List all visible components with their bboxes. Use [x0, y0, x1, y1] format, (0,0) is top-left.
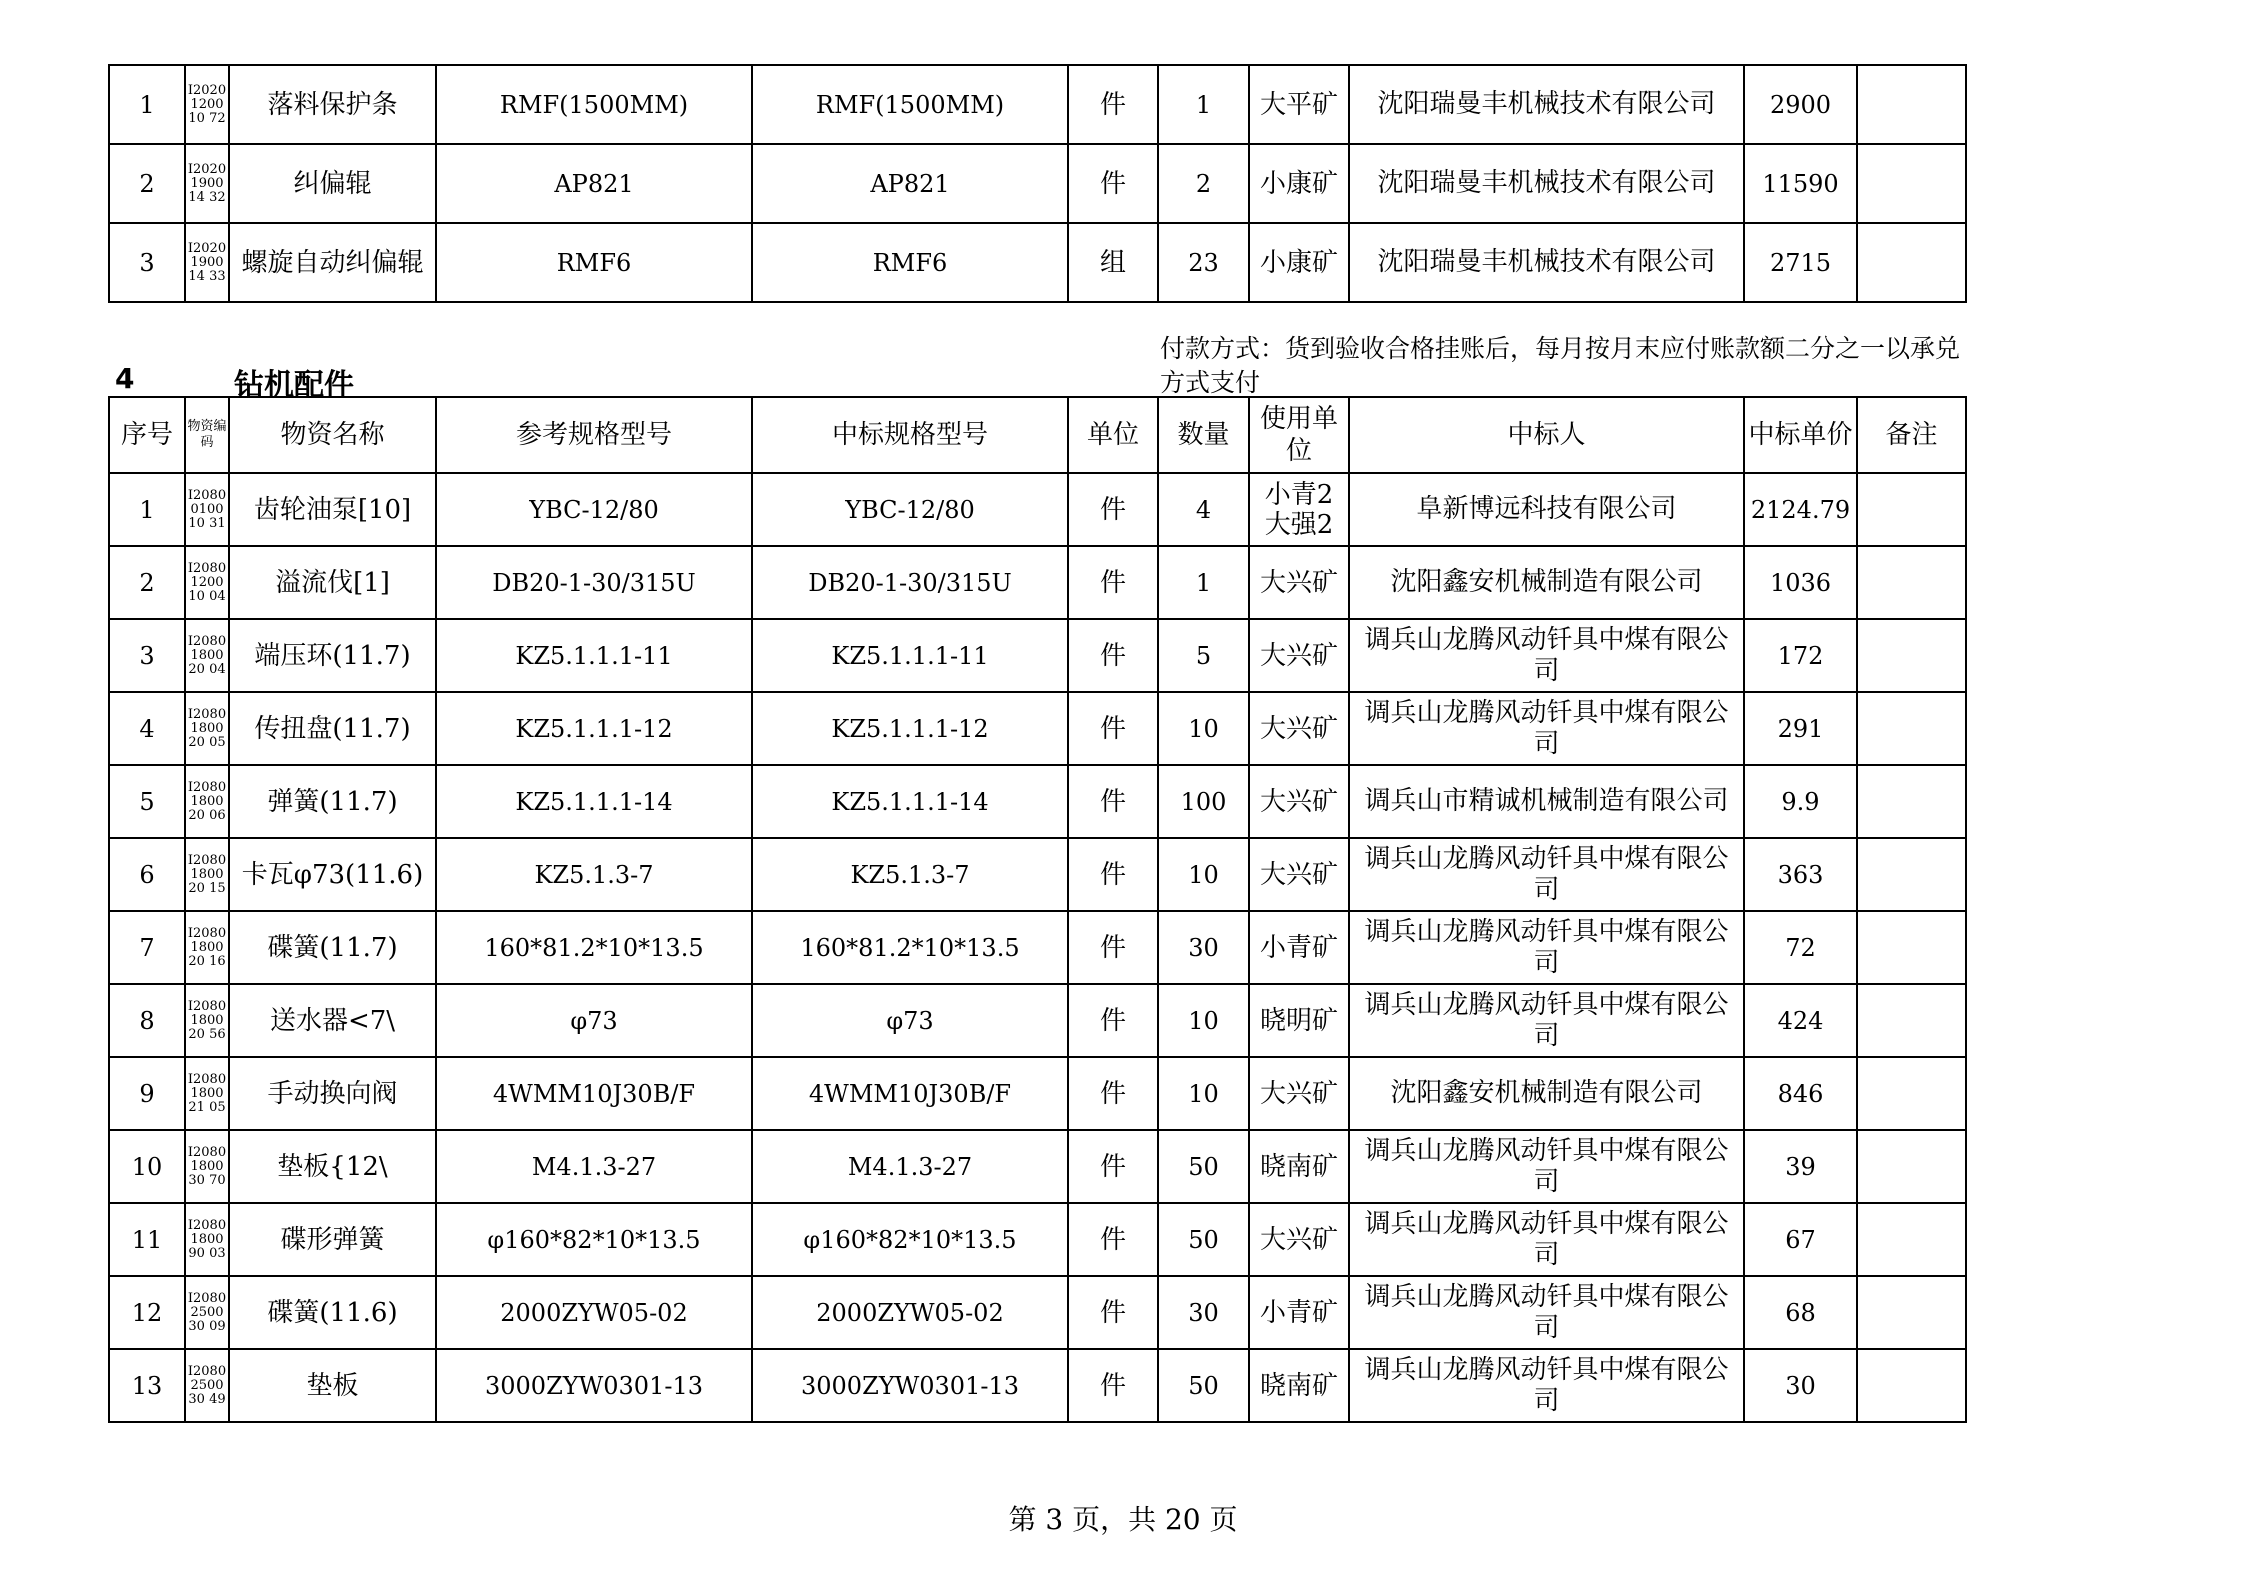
cell-price: 72	[1744, 911, 1857, 984]
cell-unit: 件	[1068, 692, 1158, 765]
cell-ref-spec: RMF(1500MM)	[436, 65, 752, 144]
cell-name: 碟簧(11.7)	[229, 911, 436, 984]
cell-price: 172	[1744, 619, 1857, 692]
header-row	[109, 397, 1966, 473]
cell-no: 2	[109, 546, 185, 619]
cell-qty: 100	[1158, 765, 1249, 838]
cell-name: 传扭盘(11.7)	[229, 692, 436, 765]
cell-no: 2	[109, 144, 185, 223]
cell-qty: 10	[1158, 692, 1249, 765]
cell-name: 落料保护条	[229, 65, 436, 144]
cell-winner: 调兵山龙腾风动钎具中煤有限公司	[1349, 619, 1744, 692]
cell-winner: 沈阳鑫安机械制造有限公司	[1349, 546, 1744, 619]
cell-name: 碟簧(11.6)	[229, 1276, 436, 1349]
header-user: 使用单位	[1249, 397, 1349, 473]
cell-code: I2080180030 70	[185, 1130, 229, 1203]
cell-price: 363	[1744, 838, 1857, 911]
cell-unit: 件	[1068, 765, 1158, 838]
cell-name: 纠偏辊	[229, 144, 436, 223]
cell-price: 846	[1744, 1057, 1857, 1130]
cell-no: 3	[109, 619, 185, 692]
table-row	[109, 1349, 1966, 1422]
cell-bid-spec: AP821	[752, 144, 1068, 223]
cell-bid-spec: YBC-12/80	[752, 473, 1068, 546]
cell-code: I2020190014 32	[185, 144, 229, 223]
header-winner: 中标人	[1349, 397, 1744, 473]
table-row	[109, 984, 1966, 1057]
cell-name: 溢流伐[1]	[229, 546, 436, 619]
cell-price: 11590	[1744, 144, 1857, 223]
cell-user: 小康矿	[1249, 144, 1349, 223]
cell-remark	[1857, 1276, 1966, 1349]
cell-code: I2080180021 05	[185, 1057, 229, 1130]
cell-user: 大兴矿	[1249, 546, 1349, 619]
cell-price: 30	[1744, 1349, 1857, 1422]
cell-no: 3	[109, 223, 185, 302]
main-table	[108, 396, 1967, 1423]
table-row	[109, 1203, 1966, 1276]
cell-remark	[1857, 765, 1966, 838]
cell-qty: 1	[1158, 546, 1249, 619]
cell-qty: 30	[1158, 1276, 1249, 1349]
cell-ref-spec: RMF6	[436, 223, 752, 302]
cell-unit: 件	[1068, 619, 1158, 692]
cell-remark	[1857, 1130, 1966, 1203]
cell-bid-spec: 160*81.2*10*13.5	[752, 911, 1068, 984]
cell-remark	[1857, 473, 1966, 546]
cell-winner: 沈阳鑫安机械制造有限公司	[1349, 1057, 1744, 1130]
cell-winner: 调兵山龙腾风动钎具中煤有限公司	[1349, 1130, 1744, 1203]
table-row	[109, 911, 1966, 984]
cell-qty: 10	[1158, 838, 1249, 911]
cell-qty: 50	[1158, 1130, 1249, 1203]
cell-qty: 10	[1158, 984, 1249, 1057]
payment-note: 付款方式：货到验收合格挂账后，每月按月末应付账款额二分之一以承兑方式支付	[1160, 334, 1961, 397]
cell-code: I2080180020 04	[185, 619, 229, 692]
cell-ref-spec: M4.1.3-27	[436, 1130, 752, 1203]
header-qty: 数量	[1158, 397, 1249, 473]
cell-remark	[1857, 911, 1966, 984]
cell-name: 卡瓦φ73(11.6)	[229, 838, 436, 911]
table-row	[109, 65, 1966, 144]
cell-remark	[1857, 838, 1966, 911]
section-title: 钻机配件	[234, 368, 354, 403]
table-row	[109, 765, 1966, 838]
cell-code: I2080250030 49	[185, 1349, 229, 1422]
cell-code: I2080180020 06	[185, 765, 229, 838]
cell-ref-spec: φ73	[436, 984, 752, 1057]
cell-qty: 23	[1158, 223, 1249, 302]
cell-remark	[1857, 1349, 1966, 1422]
cell-code: I2080250030 09	[185, 1276, 229, 1349]
table-row	[109, 1057, 1966, 1130]
cell-no: 7	[109, 911, 185, 984]
cell-name: 垫板	[229, 1349, 436, 1422]
cell-unit: 件	[1068, 1130, 1158, 1203]
cell-name: 弹簧(11.7)	[229, 765, 436, 838]
cell-ref-spec: 3000ZYW0301-13	[436, 1349, 752, 1422]
header-name: 物资名称	[229, 397, 436, 473]
cell-winner: 沈阳瑞曼丰机械技术有限公司	[1349, 144, 1744, 223]
cell-qty: 1	[1158, 65, 1249, 144]
cell-price: 39	[1744, 1130, 1857, 1203]
cell-winner: 阜新博远科技有限公司	[1349, 473, 1744, 546]
cell-bid-spec: φ160*82*10*13.5	[752, 1203, 1068, 1276]
cell-unit: 件	[1068, 1276, 1158, 1349]
cell-ref-spec: KZ5.1.3-7	[436, 838, 752, 911]
cell-user: 大平矿	[1249, 65, 1349, 144]
cell-code: I2080180020 05	[185, 692, 229, 765]
cell-unit: 件	[1068, 65, 1158, 144]
cell-no: 10	[109, 1130, 185, 1203]
cell-unit: 件	[1068, 144, 1158, 223]
cell-no: 9	[109, 1057, 185, 1130]
cell-winner: 沈阳瑞曼丰机械技术有限公司	[1349, 223, 1744, 302]
cell-unit: 件	[1068, 911, 1158, 984]
cell-user: 大兴矿	[1249, 692, 1349, 765]
cell-name: 螺旋自动纠偏辊	[229, 223, 436, 302]
cell-user: 大兴矿	[1249, 619, 1349, 692]
cell-name: 垫板{12\	[229, 1130, 436, 1203]
page-footer: 第 3 页，共 20 页	[1008, 1503, 1238, 1536]
cell-user: 大兴矿	[1249, 838, 1349, 911]
cell-remark	[1857, 144, 1966, 223]
cell-user: 小青2 大强2	[1249, 473, 1349, 546]
cell-bid-spec: φ73	[752, 984, 1068, 1057]
cell-bid-spec: DB20-1-30/315U	[752, 546, 1068, 619]
cell-unit: 件	[1068, 1203, 1158, 1276]
header-remark: 备注	[1857, 397, 1966, 473]
cell-ref-spec: AP821	[436, 144, 752, 223]
cell-unit: 件	[1068, 1349, 1158, 1422]
cell-price: 2124.79	[1744, 473, 1857, 546]
cell-name: 手动换向阀	[229, 1057, 436, 1130]
table-row	[109, 144, 1966, 223]
cell-bid-spec: KZ5.1.1.1-11	[752, 619, 1068, 692]
cell-bid-spec: 4WMM10J30B/F	[752, 1057, 1068, 1130]
table-row	[109, 1130, 1966, 1203]
cell-winner: 调兵山龙腾风动钎具中煤有限公司	[1349, 692, 1744, 765]
cell-qty: 2	[1158, 144, 1249, 223]
cell-user: 大兴矿	[1249, 1203, 1349, 1276]
cell-name: 碟形弹簧	[229, 1203, 436, 1276]
cell-code: I2080180020 16	[185, 911, 229, 984]
cell-user: 小青矿	[1249, 911, 1349, 984]
cell-code: I2080180090 03	[185, 1203, 229, 1276]
cell-no: 4	[109, 692, 185, 765]
cell-winner: 调兵山龙腾风动钎具中煤有限公司	[1349, 1349, 1744, 1422]
cell-bid-spec: 3000ZYW0301-13	[752, 1349, 1068, 1422]
cell-unit: 件	[1068, 838, 1158, 911]
cell-price: 9.9	[1744, 765, 1857, 838]
cell-no: 11	[109, 1203, 185, 1276]
cell-ref-spec: KZ5.1.1.1-11	[436, 619, 752, 692]
cell-bid-spec: KZ5.1.1.1-12	[752, 692, 1068, 765]
header-code: 物资编码	[185, 397, 229, 473]
cell-user: 大兴矿	[1249, 1057, 1349, 1130]
cell-name: 齿轮油泵[10]	[229, 473, 436, 546]
cell-unit: 件	[1068, 473, 1158, 546]
cell-bid-spec: 2000ZYW05-02	[752, 1276, 1068, 1349]
cell-ref-spec: 4WMM10J30B/F	[436, 1057, 752, 1130]
header-price: 中标单价	[1744, 397, 1857, 473]
cell-price: 67	[1744, 1203, 1857, 1276]
cell-unit: 件	[1068, 984, 1158, 1057]
cell-winner: 调兵山龙腾风动钎具中煤有限公司	[1349, 1203, 1744, 1276]
cell-winner: 沈阳瑞曼丰机械技术有限公司	[1349, 65, 1744, 144]
cell-bid-spec: RMF6	[752, 223, 1068, 302]
cell-ref-spec: 2000ZYW05-02	[436, 1276, 752, 1349]
cell-price: 2715	[1744, 223, 1857, 302]
cell-code: I2020190014 33	[185, 223, 229, 302]
cell-user: 晓南矿	[1249, 1349, 1349, 1422]
cell-price: 291	[1744, 692, 1857, 765]
cell-winner: 调兵山龙腾风动钎具中煤有限公司	[1349, 984, 1744, 1057]
cell-user: 小康矿	[1249, 223, 1349, 302]
cell-no: 1	[109, 65, 185, 144]
cell-qty: 30	[1158, 911, 1249, 984]
cell-bid-spec: M4.1.3-27	[752, 1130, 1068, 1203]
cell-qty: 50	[1158, 1203, 1249, 1276]
cell-remark	[1857, 1203, 1966, 1276]
table-row	[109, 1276, 1966, 1349]
cell-remark	[1857, 692, 1966, 765]
cell-no: 5	[109, 765, 185, 838]
cell-code: I2080180020 56	[185, 984, 229, 1057]
cell-name: 送水器<7\	[229, 984, 436, 1057]
cell-winner: 调兵山市精诚机械制造有限公司	[1349, 765, 1744, 838]
cell-no: 13	[109, 1349, 185, 1422]
cell-ref-spec: YBC-12/80	[436, 473, 752, 546]
cell-user: 晓南矿	[1249, 1130, 1349, 1203]
cell-bid-spec: RMF(1500MM)	[752, 65, 1068, 144]
cell-no: 1	[109, 473, 185, 546]
cell-remark	[1857, 223, 1966, 302]
cell-remark	[1857, 546, 1966, 619]
cell-no: 6	[109, 838, 185, 911]
table-row	[109, 223, 1966, 302]
table-row	[109, 838, 1966, 911]
cell-code: I2080120010 04	[185, 546, 229, 619]
section-number: 4	[115, 362, 135, 395]
table-row	[109, 473, 1966, 546]
cell-price: 68	[1744, 1276, 1857, 1349]
cell-bid-spec: KZ5.1.3-7	[752, 838, 1068, 911]
cell-qty: 50	[1158, 1349, 1249, 1422]
header-ref-spec: 参考规格型号	[436, 397, 752, 473]
cell-code: I2080010010 31	[185, 473, 229, 546]
cell-user: 小青矿	[1249, 1276, 1349, 1349]
cell-unit: 组	[1068, 223, 1158, 302]
cell-qty: 5	[1158, 619, 1249, 692]
cell-name: 端压环(11.7)	[229, 619, 436, 692]
cell-ref-spec: DB20-1-30/315U	[436, 546, 752, 619]
cell-winner: 调兵山龙腾风动钎具中煤有限公司	[1349, 911, 1744, 984]
table-row	[109, 619, 1966, 692]
table-row	[109, 692, 1966, 765]
cell-ref-spec: KZ5.1.1.1-12	[436, 692, 752, 765]
cell-bid-spec: KZ5.1.1.1-14	[752, 765, 1068, 838]
header-unit: 单位	[1068, 397, 1158, 473]
top-table	[108, 64, 1967, 303]
cell-qty: 4	[1158, 473, 1249, 546]
cell-price: 2900	[1744, 65, 1857, 144]
cell-no: 12	[109, 1276, 185, 1349]
cell-code: I2080180020 15	[185, 838, 229, 911]
header-no: 序号	[109, 397, 185, 473]
cell-remark	[1857, 984, 1966, 1057]
cell-remark	[1857, 1057, 1966, 1130]
cell-unit: 件	[1068, 546, 1158, 619]
cell-price: 1036	[1744, 546, 1857, 619]
cell-winner: 调兵山龙腾风动钎具中煤有限公司	[1349, 1276, 1744, 1349]
cell-ref-spec: KZ5.1.1.1-14	[436, 765, 752, 838]
cell-user: 晓明矿	[1249, 984, 1349, 1057]
table-row	[109, 546, 1966, 619]
cell-winner: 调兵山龙腾风动钎具中煤有限公司	[1349, 838, 1744, 911]
cell-user: 大兴矿	[1249, 765, 1349, 838]
cell-remark	[1857, 65, 1966, 144]
cell-no: 8	[109, 984, 185, 1057]
cell-qty: 10	[1158, 1057, 1249, 1130]
header-bid-spec: 中标规格型号	[752, 397, 1068, 473]
cell-price: 424	[1744, 984, 1857, 1057]
cell-code: I2020120010 72	[185, 65, 229, 144]
cell-remark	[1857, 619, 1966, 692]
cell-ref-spec: 160*81.2*10*13.5	[436, 911, 752, 984]
cell-ref-spec: φ160*82*10*13.5	[436, 1203, 752, 1276]
cell-unit: 件	[1068, 1057, 1158, 1130]
